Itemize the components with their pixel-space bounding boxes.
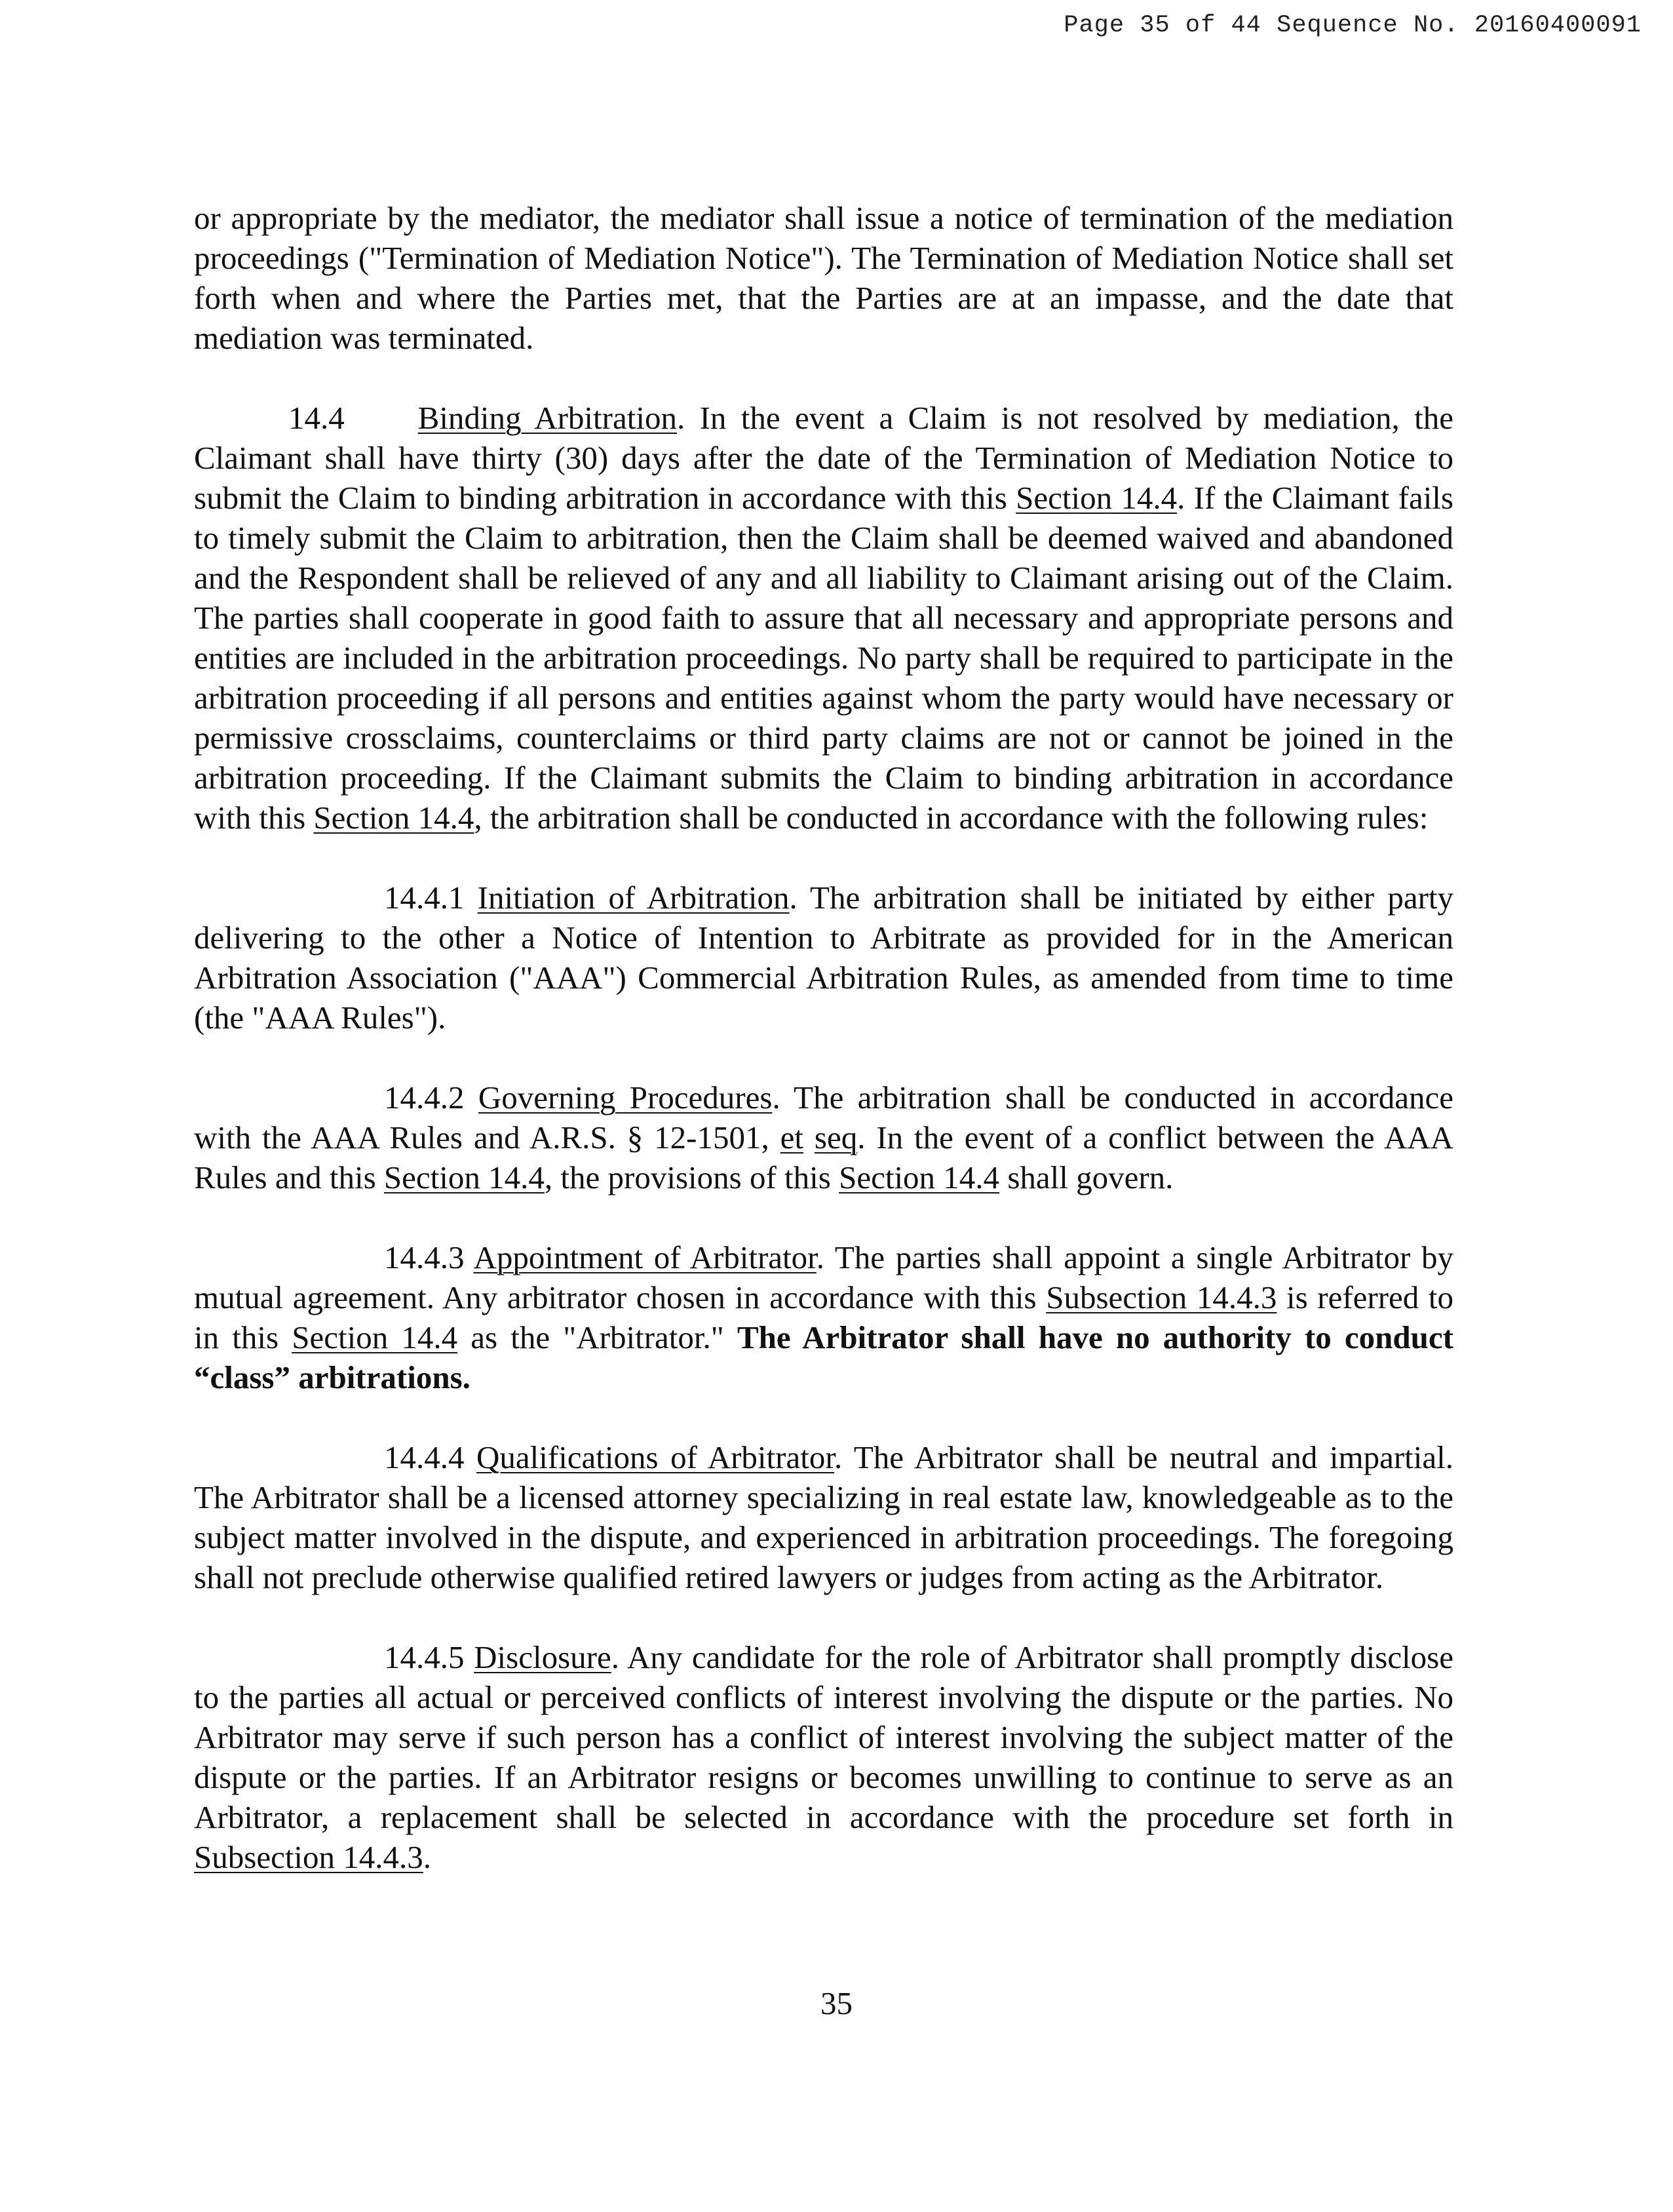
section-reference: Section 14.4	[313, 800, 474, 836]
section-number: 14.4	[288, 400, 345, 436]
section-number: 14.4.1	[384, 880, 465, 916]
latin-seq: seq	[814, 1119, 858, 1155]
section-title: Appointment of Arbitrator	[473, 1239, 817, 1275]
section-text: . The arbitration shall be initiated by either party delivering to the other a Notice of Intention to Arbitrate as provided for in the American Arbitration Association ("AAA") Commercial Arbitration Rules, as amended from time to time (the "AAA Rules").	[194, 880, 1454, 1036]
section-14-4-2	[194, 1077, 1453, 1197]
section-text: , the provisions of this	[544, 1159, 839, 1195]
section-title: Governing Procedures	[478, 1079, 773, 1116]
section-title: Initiation of Arbitration	[477, 880, 790, 916]
section-reference: Subsection 14.4.3	[1046, 1279, 1277, 1315]
section-reference: Section 14.4	[839, 1159, 1000, 1195]
section-text: . In the event a Claim is not resolved by mediation, the Claimant shall have thirty (30) days after the date of the Termination of Mediation Notice to submit the Claim to binding arbitration in accordance with this	[194, 400, 1454, 516]
section-text: . If the Claimant fails to timely submit the Claim to arbitration, then the Claim shall be deemed waived and abandoned and the Respondent shall be relieved of any and all liability to Claimant arising out of the Claim. The parties shall cooperate in good faith to assure that all necessary and appropriate persons and entities are included in the arbitration proceedings. No party shall be required to participate in the arbitration proceeding if all persons and entities against whom the party would have necessary or permissive crossclaims, counterclaims or third party claims are not or cannot be joined in the arbitration proceeding. If the Claimant submits the Claim to binding arbitration in accordance with this	[194, 480, 1453, 836]
section-14-4	[194, 398, 1453, 838]
latin-et: et	[780, 1119, 803, 1155]
bold-class-arbitration-notice: The Arbitrator shall have no authority to conduct “class” arbitrations.	[194, 1319, 1453, 1395]
section-number: 14.4.2	[384, 1079, 465, 1116]
page-label: Page 35 of 44	[1064, 12, 1261, 39]
section-text: is referred to in this	[194, 1279, 1453, 1355]
section-text: .	[423, 1839, 432, 1875]
section-text: as the "Arbitrator."	[457, 1319, 737, 1355]
section-number: 14.4.5	[384, 1639, 465, 1675]
section-reference: Section 14.4	[292, 1319, 458, 1355]
section-number: 14.4.3	[384, 1239, 465, 1275]
section-reference: Subsection 14.4.3	[194, 1839, 423, 1875]
section-text: . The arbitration shall be conducted in accordance with the AAA Rules and A.R.S. § 12-1501,	[194, 1079, 1453, 1155]
section-title: Binding Arbitration	[417, 400, 677, 436]
paragraph-text: or appropriate by the mediator, the mediator shall issue a notice of termination of the mediation proceedings ("Termination of Mediation Notice"). The Termination of Mediation Notice shall set forth when and where the Parties met, that the Parties are at an impasse, and the date that mediation was terminated.	[194, 200, 1453, 356]
section-reference: Section 14.4	[1016, 480, 1178, 516]
page-header	[1064, 12, 1642, 39]
sequence-label: Sequence No. 20160400091	[1277, 12, 1642, 39]
section-14-4-3	[194, 1237, 1453, 1397]
section-text: shall govern.	[999, 1159, 1174, 1195]
section-text: . Any candidate for the role of Arbitrator shall promptly disclose to the parties all actual or perceived conflicts of interest involving the dispute or the parties. No Arbitrator may serve if such person has a conflict of interest involving the subject matter of the dispute or the parties. If an Arbitrator resigns or becomes unwilling to continue to serve as an Arbitrator, a replacement shall be selected in accordance with the procedure set forth in	[194, 1639, 1453, 1835]
section-number: 14.4.4	[384, 1439, 465, 1475]
section-reference: Section 14.4	[383, 1159, 545, 1195]
section-title: Disclosure	[474, 1639, 611, 1675]
section-title: Qualifications of Arbitrator	[476, 1439, 834, 1475]
section-text: . In the event of a conflict between the AAA Rules and this	[194, 1119, 1453, 1195]
section-14-4-4	[194, 1437, 1453, 1597]
section-14-4-1	[194, 878, 1453, 1038]
document-body	[194, 198, 1453, 1877]
paragraph-mediation-termination	[194, 198, 1453, 358]
page-number: 35	[820, 1985, 853, 2021]
section-text: . The Arbitrator shall be neutral and impartial. The Arbitrator shall be a licensed attorney specializing in real estate law, knowledgeable as to the subject matter involved in the dispute, and experienced in arbitration proceedings. The foregoing shall not preclude otherwise qualified retired lawyers or judges from acting as the Arbitrator.	[194, 1439, 1453, 1595]
section-text: . The parties shall appoint a single Arbitrator by mutual agreement. Any arbitrator chosen in accordance with this	[194, 1239, 1453, 1315]
section-14-4-5	[194, 1637, 1453, 1877]
section-text: , the arbitration shall be conducted in accordance with the following rules:	[474, 800, 1429, 836]
